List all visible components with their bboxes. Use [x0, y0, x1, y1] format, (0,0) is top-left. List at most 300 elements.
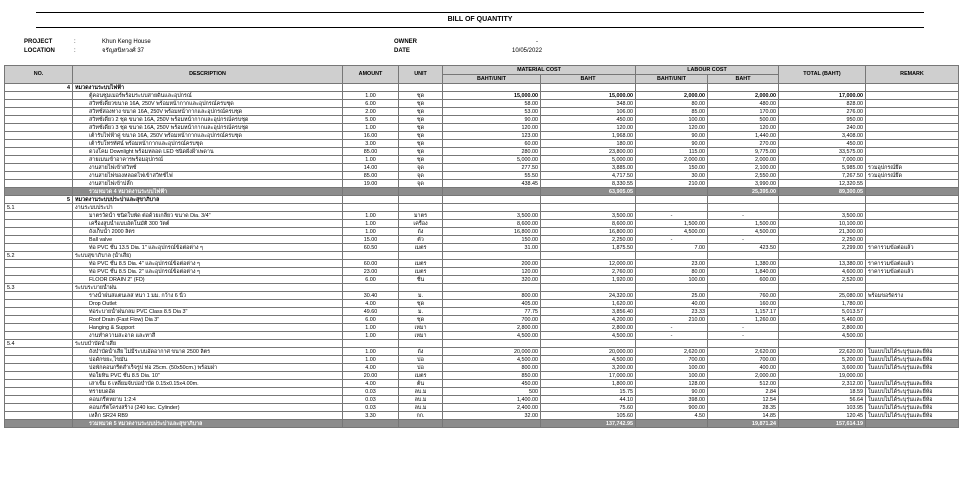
item-description: สวิทช์เดี่ยว 2 ชุด ขนาด 16A, 250V พร้อมหน้ากากและอุปกรณ์ครบชุด: [73, 116, 343, 124]
item-remark: [866, 228, 959, 236]
empty-cell: [343, 340, 399, 348]
item-material-baht-unit: 4,500.00: [443, 356, 541, 364]
empty-cell: [636, 204, 708, 212]
item-description: เต้ารับไฟฟ้าคู่ ขนาด 16A, 250V พร้อมหน้ากากและอุปกรณ์ครบชุด: [73, 132, 343, 140]
item-remark: [866, 308, 959, 316]
item-description: เครื่องสูบน้ำแบบอัตโนมัติ 300 วัตต์: [73, 220, 343, 228]
item-description: ท่อ PVC ชั้น 8.5 Dia. 2" และอุปกรณ์ข้อต่อต่าง ๆ: [73, 268, 343, 276]
empty-cell: [5, 388, 73, 396]
item-material-baht-unit: 32.00: [443, 412, 541, 420]
item-total: 2,800.00: [779, 324, 866, 332]
item-remark: [866, 220, 959, 228]
item-material-baht-unit: 280.00: [443, 148, 541, 156]
table-row: [5, 124, 959, 132]
item-amount: 4.00: [343, 300, 399, 308]
item-remark: ในแบบไม่ได้ระบุรุ่นและยี่ห้อ: [866, 364, 959, 372]
table-row: [5, 100, 959, 108]
item-material-baht: 4,200.00: [541, 316, 636, 324]
table-row: [5, 292, 959, 300]
item-unit: ชุด: [399, 140, 443, 148]
item-total: 5,200.00: [779, 356, 866, 364]
item-unit: ม.: [399, 292, 443, 300]
col-labour-cost: LABOUR COST: [636, 66, 779, 75]
item-total: 25,080.00: [779, 292, 866, 300]
item-labour-baht-unit: 25.00: [636, 292, 708, 300]
item-description: คอนกรีตหยาบ 1:2:4: [73, 396, 343, 404]
subsection-row: [5, 340, 959, 348]
item-total: 3,600.00: [779, 364, 866, 372]
item-material-baht-unit: 53.00: [443, 108, 541, 116]
item-unit: จุด: [399, 172, 443, 180]
item-labour-baht: 2,000.00: [708, 156, 779, 164]
empty-cell: [443, 420, 541, 428]
item-description: ระบบสุขาภิบาล (น้ำเสีย): [73, 252, 343, 260]
item-description: ระบบระบายน้ำฝน: [73, 284, 343, 292]
item-labour-baht: 600.00: [708, 276, 779, 284]
item-material-baht: 1,968.00: [541, 132, 636, 140]
item-amount: 1.00: [343, 228, 399, 236]
item-unit: เมตร: [399, 372, 443, 380]
item-amount: 6.00: [343, 100, 399, 108]
item-labour-baht: 120.00: [708, 124, 779, 132]
item-labour-baht-unit: 80.00: [636, 268, 708, 276]
item-labour-baht: 4,500.00: [708, 228, 779, 236]
item-unit: จุด: [399, 180, 443, 188]
item-labour-baht: 1,500.00: [708, 220, 779, 228]
item-total: 2,299.00: [779, 244, 866, 252]
table-row: [5, 260, 959, 268]
item-material-baht-unit: 120.00: [443, 124, 541, 132]
item-labour-baht-unit: 398.00: [636, 396, 708, 404]
item-labour-baht: 512.00: [708, 380, 779, 388]
item-amount: 4.00: [343, 380, 399, 388]
empty-cell: [708, 204, 779, 212]
item-material-baht-unit: 800.00: [443, 292, 541, 300]
empty-cell: [866, 252, 959, 260]
item-amount: 1.00: [343, 156, 399, 164]
item-labour-baht: -: [708, 212, 779, 220]
item-remark: ในแบบไม่ได้ระบุรุ่นและยี่ห้อ: [866, 396, 959, 404]
item-description: ท่อระบายน้ำฝนกลม PVC Class 8.5 Dia 3": [73, 308, 343, 316]
item-description: บ่อดักขยะ,ไขมัน: [73, 356, 343, 364]
empty-cell: [5, 228, 73, 236]
empty-cell: [443, 340, 541, 348]
item-remark: [866, 148, 959, 156]
item-amount: 1.00: [343, 92, 399, 100]
empty-cell: [866, 284, 959, 292]
table-row: [5, 364, 959, 372]
col-unit: UNIT: [399, 66, 443, 84]
item-unit: ชุด: [399, 92, 443, 100]
empty-cell: [343, 204, 399, 212]
item-material-baht: 4,500.00: [541, 332, 636, 340]
project-colon: :: [74, 39, 76, 45]
item-amount: 85.00: [343, 148, 399, 156]
item-unit: ชุด: [399, 148, 443, 156]
empty-cell: [5, 244, 73, 252]
item-material-baht: 2,800.00: [541, 324, 636, 332]
item-material-baht-unit: 58.00: [443, 100, 541, 108]
item-labour-baht-unit: -: [636, 212, 708, 220]
item-remark: [866, 324, 959, 332]
item-amount: 49.60: [343, 308, 399, 316]
empty-cell: [636, 252, 708, 260]
item-amount: 6.00: [343, 316, 399, 324]
table-row: [5, 268, 959, 276]
empty-cell: [443, 284, 541, 292]
table-row: [5, 332, 959, 340]
item-amount: 60.50: [343, 244, 399, 252]
item-description: หมวดงานระบบประปาและสุขาภิบาล: [73, 196, 343, 204]
empty-cell: [5, 236, 73, 244]
item-material-baht-unit: 60.00: [443, 140, 541, 148]
item-remark: [866, 300, 959, 308]
item-total: 5,013.57: [779, 308, 866, 316]
empty-cell: [636, 188, 708, 196]
empty-cell: [5, 420, 73, 428]
item-material-baht: 3,885.00: [541, 164, 636, 172]
item-total: 1,780.00: [779, 300, 866, 308]
table-row: [5, 316, 959, 324]
empty-cell: [636, 84, 708, 92]
item-material-baht-unit: 320.00: [443, 276, 541, 284]
total-description: รวมหมวด 4 หมวดงานระบบไฟฟ้า: [73, 188, 343, 196]
empty-cell: [5, 292, 73, 300]
item-material-baht-unit: 31.00: [443, 244, 541, 252]
item-material-baht: 1,800.00: [541, 380, 636, 388]
item-material-baht-unit: 55.50: [443, 172, 541, 180]
item-description: ถังบำบัดน้ำเสีย ไม่มีระบบอัดอากาศ ขนาด 2500 ลิตร: [73, 348, 343, 356]
item-remark: ในแบบไม่ได้ระบุรุ่นและยี่ห้อ: [866, 356, 959, 364]
table-row: [5, 372, 959, 380]
item-labour-baht-unit: 85.00: [636, 108, 708, 116]
item-labour-baht-unit: 900.00: [636, 404, 708, 412]
item-material-baht-unit: 450.00: [443, 380, 541, 388]
empty-cell: [866, 84, 959, 92]
item-amount: 1.00: [343, 324, 399, 332]
item-material-baht: 2,250.00: [541, 236, 636, 244]
item-description: ทรายบดอัด: [73, 388, 343, 396]
item-material-baht-unit: 5,000.00: [443, 156, 541, 164]
col-material-baht-unit: BAHT/UNIT: [443, 75, 541, 84]
item-material-baht-unit: 1,400.00: [443, 396, 541, 404]
item-amount: 1.00: [343, 348, 399, 356]
item-remark: [866, 316, 959, 324]
item-unit: บ่อ: [399, 356, 443, 364]
col-material-cost: MATERIAL COST: [443, 66, 636, 75]
empty-cell: [343, 84, 399, 92]
item-unit: ชุด: [399, 116, 443, 124]
total-baht: 157,614.19: [779, 420, 866, 428]
empty-cell: [866, 204, 959, 212]
item-unit: ลบ.ม: [399, 404, 443, 412]
empty-cell: [399, 188, 443, 196]
item-total: 7,267.50: [779, 172, 866, 180]
table-row: [5, 92, 959, 100]
item-labour-baht: 3,990.00: [708, 180, 779, 188]
subsection-row: [5, 284, 959, 292]
item-labour-baht-unit: 4.50: [636, 412, 708, 420]
item-labour-baht: 160.00: [708, 300, 779, 308]
item-unit: เครื่อง: [399, 220, 443, 228]
empty-cell: [779, 204, 866, 212]
item-remark: ราคารวมข้อต่อแล้ว: [866, 260, 959, 268]
empty-cell: [541, 340, 636, 348]
empty-cell: [5, 372, 73, 380]
item-material-baht: 2,760.00: [541, 268, 636, 276]
item-material-baht: 24,320.00: [541, 292, 636, 300]
empty-cell: [5, 116, 73, 124]
empty-cell: [5, 124, 73, 132]
item-description: งานระบบประปา: [73, 204, 343, 212]
item-amount: 1.00: [343, 124, 399, 132]
item-description: เสาเข็ม 6 เหลี่ยมจับบ่อบำบัด 0.15x0.15x4.00m.: [73, 380, 343, 388]
item-labour-baht-unit: 80.00: [636, 100, 708, 108]
item-description: Drop Outlet: [73, 300, 343, 308]
item-total: 22,620.00: [779, 348, 866, 356]
item-total: 17,000.00: [779, 92, 866, 100]
empty-cell: [5, 332, 73, 340]
item-description: งานสายไฟเข้าปลั๊ก: [73, 180, 343, 188]
col-total: TOTAL (BAHT): [779, 66, 866, 84]
item-remark: [866, 212, 959, 220]
section-row: [5, 84, 959, 92]
item-amount: 60.00: [343, 260, 399, 268]
item-remark: ในแบบไม่ได้ระบุรุ่นและยี่ห้อ: [866, 348, 959, 356]
empty-cell: [541, 196, 636, 204]
item-remark: ในแบบไม่ได้ระบุรุ่นและยี่ห้อ: [866, 388, 959, 396]
item-amount: 1.00: [343, 212, 399, 220]
item-remark: [866, 116, 959, 124]
empty-cell: [5, 404, 73, 412]
item-material-baht-unit: 15,000.00: [443, 92, 541, 100]
item-description: เหล็ก SR24 RB9: [73, 412, 343, 420]
item-unit: ต้น: [399, 380, 443, 388]
item-no: 5: [5, 196, 73, 204]
empty-cell: [779, 84, 866, 92]
date-label: DATE: [394, 48, 410, 54]
table-row: [5, 244, 959, 252]
item-amount: 1.00: [343, 356, 399, 364]
item-unit: ชุด: [399, 316, 443, 324]
item-labour-baht: 480.00: [708, 100, 779, 108]
item-material-baht-unit: 200.00: [443, 260, 541, 268]
item-labour-baht: 12.54: [708, 396, 779, 404]
empty-cell: [399, 252, 443, 260]
item-amount: 5.00: [343, 116, 399, 124]
owner-label: OWNER: [394, 39, 417, 45]
item-labour-baht: 170.00: [708, 108, 779, 116]
table-row: [5, 164, 959, 172]
item-labour-baht: -: [708, 324, 779, 332]
item-unit: เมตร: [399, 268, 443, 276]
empty-cell: [5, 268, 73, 276]
item-no: 4: [5, 84, 73, 92]
item-description: สวิทช์สองทาง ขนาด 16A, 250V พร้อมหน้ากากและอุปกรณ์ครบชุด: [73, 108, 343, 116]
item-labour-baht: 14.85: [708, 412, 779, 420]
table-row: [5, 148, 959, 156]
empty-cell: [636, 284, 708, 292]
table-row: [5, 220, 959, 228]
empty-cell: [5, 348, 73, 356]
empty-cell: [5, 364, 73, 372]
item-remark: รวมอุปกรณ์ยึด: [866, 164, 959, 172]
empty-cell: [5, 396, 73, 404]
location-value: จรัญสนิทวงศ์ 37: [102, 48, 145, 54]
table-row: [5, 228, 959, 236]
item-unit: ชุด: [399, 108, 443, 116]
empty-cell: [541, 84, 636, 92]
item-labour-baht: 2,550.00: [708, 172, 779, 180]
item-remark: [866, 332, 959, 340]
col-labour-baht: BAHT: [708, 75, 779, 84]
empty-cell: [866, 196, 959, 204]
item-description: บ่อพักคอนกรีตสำเร็จรูป ท่อ 25cm. (50x50cm.) พร้อมฝา: [73, 364, 343, 372]
total-row: [5, 420, 959, 428]
item-labour-baht: 1,380.00: [708, 260, 779, 268]
total-material-baht: 63,905.05: [541, 188, 636, 196]
empty-cell: [399, 340, 443, 348]
table-row: [5, 172, 959, 180]
item-description: สวิทช์เดี่ยว 3 ชุด ขนาด 16A, 250V พร้อมหน้ากากและอุปกรณ์ครบชุด: [73, 124, 343, 132]
item-total: 21,300.00: [779, 228, 866, 236]
item-unit: เหมา: [399, 324, 443, 332]
item-unit: จุด: [399, 164, 443, 172]
empty-cell: [399, 420, 443, 428]
item-unit: บ่อ: [399, 364, 443, 372]
section-row: [5, 196, 959, 204]
item-description: งานสายไฟของหลอดไฟเข้าสวิทช์ไฟ: [73, 172, 343, 180]
item-labour-baht: 2.84: [708, 388, 779, 396]
item-description: คอนกรีตโครงสร้าง (240 ksc. Cylinder): [73, 404, 343, 412]
empty-cell: [343, 196, 399, 204]
item-labour-baht: 1,157.17: [708, 308, 779, 316]
item-labour-baht: 2,000.00: [708, 372, 779, 380]
empty-cell: [5, 132, 73, 140]
item-material-baht: 3,200.00: [541, 364, 636, 372]
item-no: 5.3: [5, 284, 73, 292]
empty-cell: [541, 252, 636, 260]
table-row: [5, 300, 959, 308]
item-material-baht-unit: 700.00: [443, 316, 541, 324]
item-amount: 85.00: [343, 172, 399, 180]
empty-cell: [5, 276, 73, 284]
item-total: 4,500.00: [779, 332, 866, 340]
item-amount: 15.00: [343, 236, 399, 244]
item-description: ตู้คอนซูมเมอร์พร้อมระบบสายดินและอุปกรณ์: [73, 92, 343, 100]
project-label: PROJECT: [24, 39, 53, 45]
item-description: เต้ารับโทรทัศน์ พร้อมหน้ากากและอุปกรณ์ครบชุด: [73, 140, 343, 148]
table-row: [5, 140, 959, 148]
item-material-baht: 1,875.50: [541, 244, 636, 252]
item-material-baht: 17,000.00: [541, 372, 636, 380]
item-labour-baht-unit: -: [636, 332, 708, 340]
item-material-baht-unit: 3,500.00: [443, 212, 541, 220]
table-row: [5, 236, 959, 244]
item-amount: 14.00: [343, 164, 399, 172]
owner-value: -: [536, 39, 538, 45]
item-description: Roof Drain (Fast Flow) Dia 3": [73, 316, 343, 324]
empty-cell: [708, 340, 779, 348]
item-labour-baht-unit: 2,000.00: [636, 92, 708, 100]
empty-cell: [5, 140, 73, 148]
empty-cell: [779, 284, 866, 292]
empty-cell: [779, 196, 866, 204]
table-row: [5, 396, 959, 404]
table-row: [5, 412, 959, 420]
item-labour-baht: 400.00: [708, 364, 779, 372]
item-total: 450.00: [779, 140, 866, 148]
item-total: 7,000.00: [779, 156, 866, 164]
item-labour-baht-unit: 23.33: [636, 308, 708, 316]
item-labour-baht: 423.50: [708, 244, 779, 252]
item-total: 828.00: [779, 100, 866, 108]
empty-cell: [443, 204, 541, 212]
item-labour-baht-unit: 700.00: [636, 356, 708, 364]
item-material-baht-unit: 77.75: [443, 308, 541, 316]
empty-cell: [779, 252, 866, 260]
empty-cell: [443, 196, 541, 204]
empty-cell: [5, 156, 73, 164]
item-no: 5.2: [5, 252, 73, 260]
item-material-baht-unit: 16,800.00: [443, 228, 541, 236]
item-labour-baht: 700.00: [708, 356, 779, 364]
empty-cell: [636, 420, 708, 428]
item-amount: 20.00: [343, 372, 399, 380]
item-labour-baht: 500.00: [708, 116, 779, 124]
item-labour-baht-unit: -: [636, 236, 708, 244]
item-labour-baht: 28.35: [708, 404, 779, 412]
item-amount: 6.00: [343, 276, 399, 284]
item-remark: [866, 236, 959, 244]
empty-cell: [708, 84, 779, 92]
empty-cell: [5, 100, 73, 108]
item-total: 120.45: [779, 412, 866, 420]
empty-cell: [343, 188, 399, 196]
table-row: [5, 276, 959, 284]
location-label: LOCATION: [24, 48, 55, 54]
location-colon: :: [74, 48, 76, 54]
item-amount: 1.00: [343, 332, 399, 340]
item-material-baht: 180.00: [541, 140, 636, 148]
item-unit: ตัว: [399, 236, 443, 244]
item-material-baht-unit: 2,800.00: [443, 324, 541, 332]
item-remark: ราคารวมข้อต่อแล้ว: [866, 268, 959, 276]
empty-cell: [708, 252, 779, 260]
item-amount: 0.03: [343, 404, 399, 412]
empty-cell: [636, 196, 708, 204]
item-remark: [866, 276, 959, 284]
table-row: [5, 212, 959, 220]
item-material-baht: 1,620.00: [541, 300, 636, 308]
table-row: [5, 388, 959, 396]
empty-cell: [343, 420, 399, 428]
item-labour-baht: 1,840.00: [708, 268, 779, 276]
item-description: หมวดงานระบบไฟฟ้า: [73, 84, 343, 92]
item-labour-baht-unit: 1,500.00: [636, 220, 708, 228]
item-remark: ในแบบไม่ได้ระบุรุ่นและยี่ห้อ: [866, 412, 959, 420]
item-remark: [866, 124, 959, 132]
item-amount: 0.03: [343, 388, 399, 396]
item-material-baht: 106.00: [541, 108, 636, 116]
item-amount: 3.00: [343, 140, 399, 148]
item-unit: ม.: [399, 308, 443, 316]
item-total: 10,100.00: [779, 220, 866, 228]
item-material-baht-unit: 4,500.00: [443, 332, 541, 340]
item-remark: [866, 132, 959, 140]
item-total: 5,460.00: [779, 316, 866, 324]
item-material-baht: 15,000.00: [541, 92, 636, 100]
